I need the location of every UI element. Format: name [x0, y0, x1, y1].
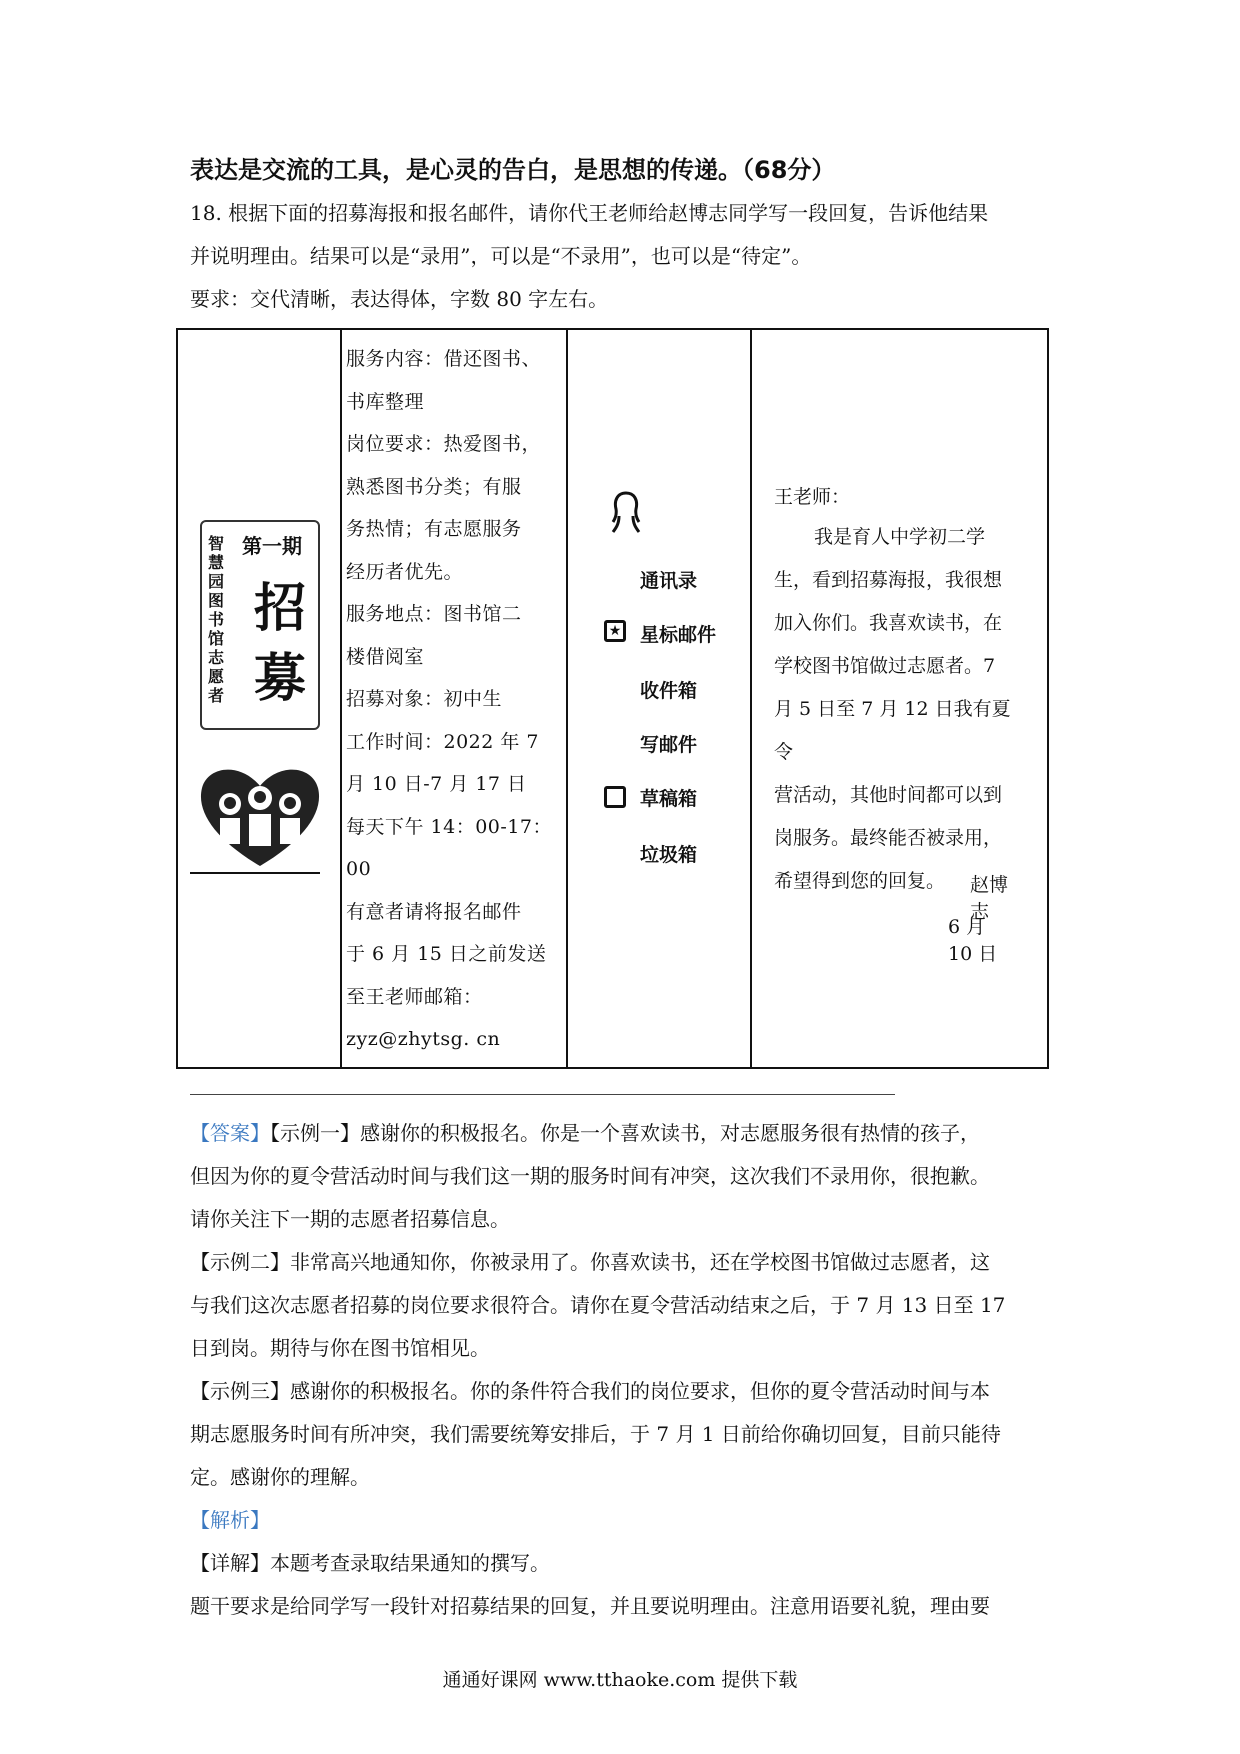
letter-line: 生，看到招募海报，我很想 [774, 569, 1003, 591]
mail-menu-starred[interactable]: 星标邮件 [640, 624, 717, 646]
poster-big-text: 招募 [254, 578, 307, 709]
question-line: 18. 根据下面的招募海报和报名邮件，请你代王老师给赵博志同学写一段回复，告诉他结果 [190, 201, 989, 225]
recruit-info-line: 经历者优先。 [346, 560, 464, 583]
recruit-info-line: 工作时间：2022 年 7 [346, 730, 540, 753]
question-text [190, 192, 1062, 321]
mail-menu-contacts[interactable]: 通讯录 [640, 570, 698, 592]
letter-line: 学校图书馆做过志愿者。7 [774, 655, 996, 677]
answer-line [190, 1112, 1062, 1155]
letter-salutation: 王老师： [774, 486, 851, 508]
answer-section [190, 1112, 1062, 1628]
detail-text: 本题考查录取结果通知的撰写。 [270, 1551, 550, 1575]
recruit-info-line: 书库整理 [346, 390, 425, 413]
answer-line: 日到岗。期待与你在图书馆相见。 [190, 1336, 490, 1360]
letter-line: 岗服务。最终能否被录用， [774, 827, 1003, 849]
recruit-info-line: 每天下午 14：00-17： [346, 815, 552, 838]
letter-signature: 赵博志 [970, 874, 1009, 923]
answer-tag: 【答案】 [190, 1121, 270, 1145]
answer-line [190, 1241, 1062, 1284]
user-profile-icon [610, 490, 642, 534]
example-tag: 【示例一】 [270, 1121, 360, 1145]
recruit-info-line: 00 [346, 858, 372, 880]
section-heading: 表达是交流的工具，是心灵的告白，是思想的传递。（68分） [190, 156, 836, 184]
registration-letter [764, 330, 1014, 1067]
answer-line [190, 1370, 1062, 1413]
letter-line: 我是育人中学初二学 [814, 526, 986, 548]
recruit-info-line: 月 10 日-7 月 17 日 [346, 773, 527, 795]
recruit-info-line: zyz@zhytsg. cn [346, 1028, 501, 1050]
recruit-info-line: 服务地点：图书馆二 [346, 603, 522, 625]
divider [190, 1094, 895, 1095]
example-text: 非常高兴地通知你，你被录用了。你喜欢读书，还在学校图书馆做过志愿者，这 [290, 1250, 990, 1274]
page-footer: 通通好课网 www.tthaoke.com 提供下载 [442, 1669, 798, 1691]
poster-title: 第一期 [242, 534, 302, 558]
poster-side-text: 智慧园图书馆志愿者 [208, 534, 225, 705]
mail-menu-drafts[interactable]: 草稿箱 [640, 788, 698, 810]
volunteers-heart-icon [196, 762, 324, 870]
recruit-info-line: 岗位要求：热爱图书， [346, 433, 542, 455]
example-text: 感谢你的积极报名。你是一个喜欢读书，对志愿服务很有热情的孩子， [360, 1121, 980, 1145]
recruit-info-line: 务热情；有志愿服务 [346, 518, 522, 540]
letter-line: 营活动，其他时间都可以到 [774, 784, 1003, 806]
recruit-info-line: 至王老师邮箱： [346, 985, 483, 1008]
letter-line: 月 5 日至 7 月 12 日我有夏令 [774, 698, 1011, 763]
example-text: 感谢你的积极报名。你的条件符合我们的岗位要求，但你的夏令营活动时间与本 [290, 1379, 990, 1403]
mail-menu-inbox[interactable]: 收件箱 [640, 680, 698, 702]
mail-menu-trash[interactable]: 垃圾箱 [640, 844, 698, 866]
analysis-line: 题干要求是给同学写一段针对招募结果的回复，并且要说明理由。注意用语要礼貌，理由要 [190, 1594, 990, 1618]
poster-underline [190, 872, 320, 874]
recruit-info-line: 服务内容：借还图书、 [346, 348, 542, 370]
detail-line [190, 1542, 1062, 1585]
detail-tag: 【详解】 [190, 1551, 270, 1575]
checkbox-icon [604, 786, 626, 808]
example-tag: 【示例三】 [190, 1379, 290, 1403]
recruit-info-line: 熟悉图书分类；有服 [346, 475, 522, 498]
recruit-info-line: 楼借阅室 [346, 645, 425, 668]
answer-line: 与我们这次志愿者招募的岗位要求很符合。请你在夏令营活动结束之后，于 7 月 13 日至 17 [190, 1293, 1006, 1317]
question-line: 并说明理由。结果可以是“录用”，可以是“不录用”，也可以是“待定”。 [190, 244, 812, 268]
example-tag: 【示例二】 [190, 1250, 290, 1274]
material-table [176, 328, 1049, 1069]
table-divider [340, 330, 342, 1067]
recruit-info [346, 338, 568, 1061]
recruit-info-line: 有意者请将报名邮件 [346, 900, 522, 923]
question-line: 要求：交代清晰，表达得体，字数 80 字左右。 [190, 287, 609, 311]
answer-line: 定。感谢你的理解。 [190, 1465, 370, 1489]
answer-line: 但因为你的夏令营活动时间与我们这一期的服务时间有冲突，这次我们不录用你，很抱歉。 [190, 1164, 990, 1188]
letter-date: 6 月 10 日 [948, 916, 998, 965]
mail-menu-compose[interactable]: 写邮件 [640, 734, 698, 756]
recruit-info-line: 于 6 月 15 日之前发送 [346, 943, 547, 965]
answer-line: 期志愿服务时间有所冲突，我们需要统筹安排后，于 7 月 1 日前给你确切回复，目前只能待 [190, 1422, 1001, 1446]
letter-line: 希望得到您的回复。 [774, 870, 946, 892]
analysis-tag: 【解析】 [190, 1508, 270, 1532]
answer-line: 请你关注下一期的志愿者招募信息。 [190, 1207, 510, 1231]
star-icon: ★ [604, 620, 626, 642]
recruit-poster [200, 520, 320, 730]
mail-menu [568, 330, 768, 1067]
recruit-info-line: 招募对象：初中生 [346, 688, 503, 710]
letter-line: 加入你们。我喜欢读书，在 [774, 612, 1003, 634]
